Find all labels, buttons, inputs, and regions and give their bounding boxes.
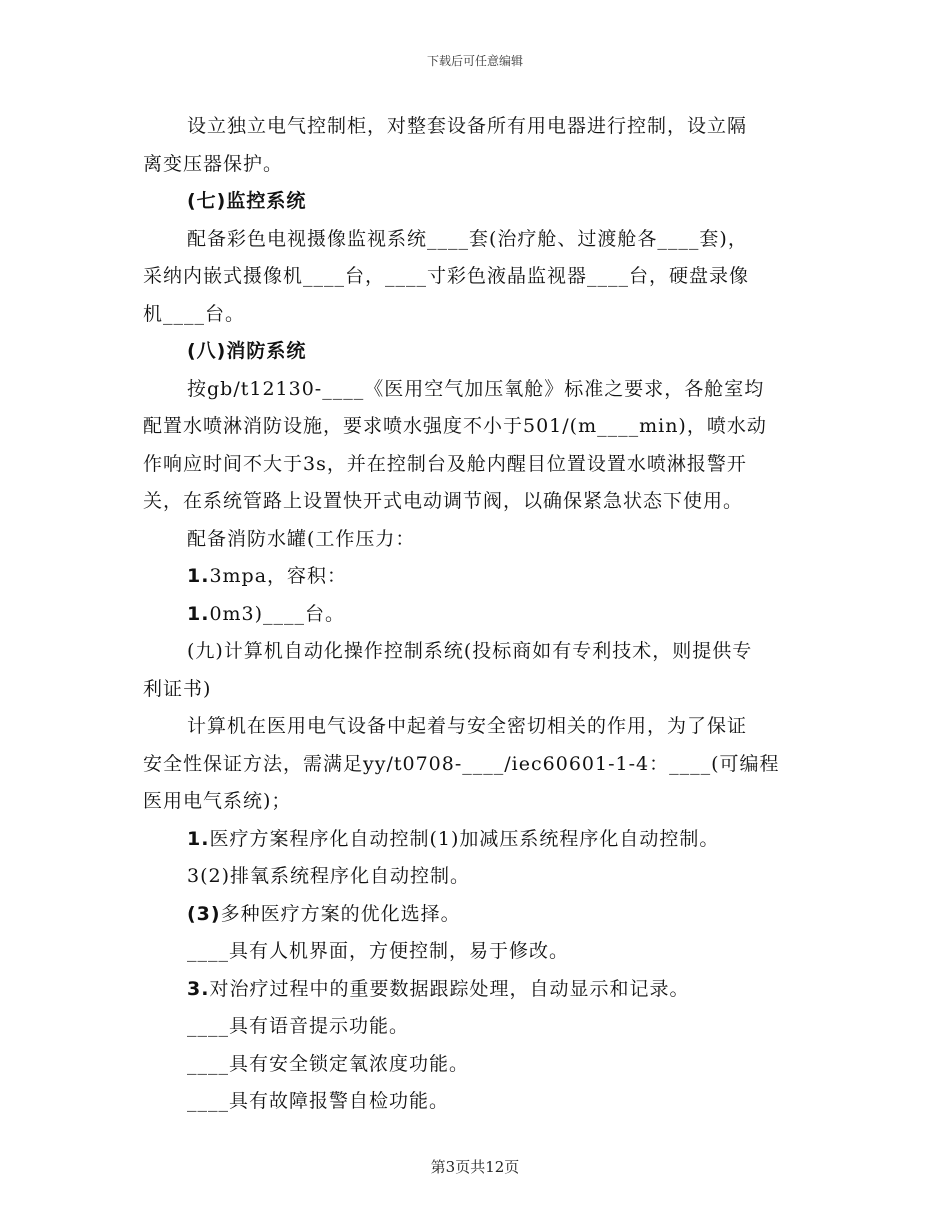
numbered-item: [143, 821, 808, 859]
paragraph-line: 配备消防水罐(工作压力：: [187, 527, 416, 550]
paragraph-line: 作响应时间不大于3s，并在控制台及舱内醒目位置设置水喷淋报警开: [143, 452, 747, 475]
section-heading-monitoring: (七)监控系统: [187, 190, 307, 212]
page-header-note: 下载后可任意编辑: [426, 54, 523, 68]
item-text: 3mpa，容积：: [209, 565, 348, 587]
section-heading-computer-control: (九)计算机自动化操作控制系统(投标商如有专利技术，则提供专: [187, 640, 753, 662]
section-heading-fire-protection: (八)消防系统: [187, 340, 307, 362]
list-item: 3(2)排氧系统程序化自动控制。: [187, 865, 471, 887]
list-item: ____具有语音提示功能。: [187, 1015, 410, 1037]
list-item: ____具有安全锁定氧浓度功能。: [187, 1052, 470, 1075]
paragraph-line: 医用电气系统)；: [143, 790, 292, 812]
paragraph-line: 按gb/t12130-____《医用空气加压氧舱》标准之要求，各舱室均: [187, 377, 765, 400]
document-body: [143, 108, 808, 1121]
numbered-item: [143, 558, 808, 596]
item-text: 多种医疗方案的优化选择。: [220, 902, 461, 925]
paragraph-line: 设立独立电气控制柜，对整套设备所有用电器进行控制，设立隔: [187, 115, 748, 137]
paragraph-line: 采纳内嵌式摄像机____台，____寸彩色液晶监视器____台，硬盘录像: [143, 265, 750, 287]
paragraph-line: 离变压器保护。: [143, 152, 284, 175]
list-item: ____具有人机界面，方便控制，易于修改。: [187, 940, 570, 962]
numbered-item: [143, 596, 808, 634]
paragraph-line: 计算机在医用电气设备中起着与安全密切相关的作用，为了保证: [187, 715, 748, 737]
item-text: 医疗方案程序化自动控制(1)加减压系统程序化自动控制。: [209, 827, 720, 850]
paragraph-line: 配备彩色电视摄像监视系统____套(治疗舱、过渡舱各____套)，: [187, 227, 748, 250]
item-text: 对治疗过程中的重要数据跟踪处理，自动显示和记录。: [209, 977, 690, 1000]
numbered-item: [143, 971, 808, 1009]
page-number-footer: 第3页共12页: [430, 1158, 520, 1176]
paragraph-line: 利证书): [143, 677, 212, 700]
list-item: ____具有故障报警自检功能。: [187, 1090, 450, 1112]
paragraph-line: 配置水喷淋消防设施，要求喷水强度不小于501/(m____min)，喷水动: [143, 415, 767, 437]
item-text: 0m3)____台。: [209, 602, 346, 625]
item-number: 1.: [187, 565, 210, 587]
paragraph-line: 关，在系统管路上设置快开式电动调节阀，以确保紧急状态下使用。: [143, 490, 744, 512]
paragraph-line: 安全性保证方法，需满足yy/t0708-____/iec60601-1-4：____(可编程: [143, 752, 780, 775]
paragraph-line: 机____台。: [143, 302, 246, 325]
item-number: 1.: [187, 827, 210, 850]
item-number: (3): [187, 902, 221, 925]
item-number: 1.: [187, 602, 210, 625]
numbered-item: [143, 896, 808, 934]
item-number: 3.: [187, 977, 210, 1000]
